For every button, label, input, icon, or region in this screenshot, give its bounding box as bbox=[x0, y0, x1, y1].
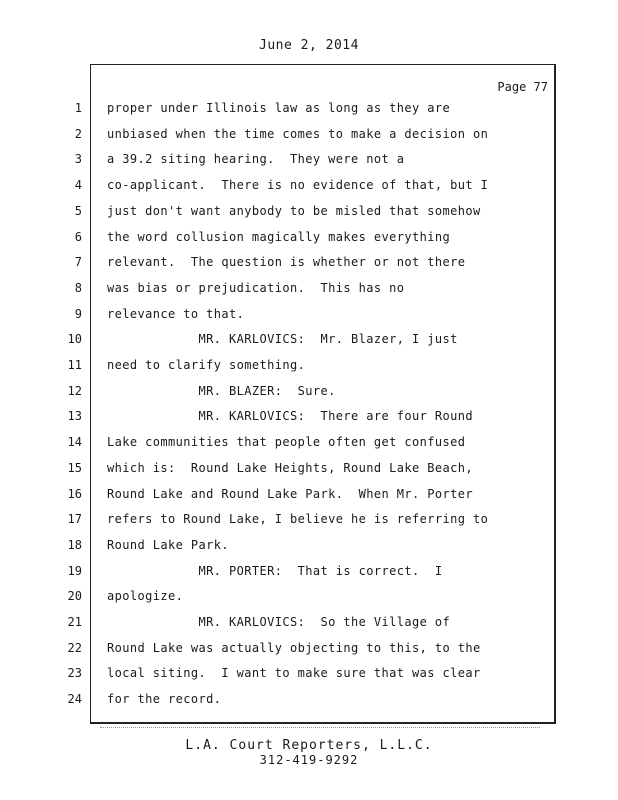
footer-company: L.A. Court Reporters, L.L.C. bbox=[185, 738, 433, 753]
line-number: 21 bbox=[67, 615, 82, 629]
line-text: which is: Round Lake Heights, Round Lake Beach, bbox=[107, 460, 473, 475]
line-text: relevance to that. bbox=[107, 306, 245, 321]
line-number: 5 bbox=[74, 203, 82, 218]
line-text: unbiased when the time comes to make a decision on bbox=[107, 126, 489, 141]
line-number: 1 bbox=[74, 101, 82, 115]
line-number: 14 bbox=[67, 435, 82, 450]
line-number: 22 bbox=[67, 640, 82, 655]
line-text: Lake communities that people often get confused bbox=[107, 435, 466, 450]
line-text: the word collusion magically makes everything bbox=[107, 229, 451, 244]
line-number: 24 bbox=[67, 692, 82, 707]
line-text: relevant. The question is whether or not there bbox=[107, 255, 466, 270]
line-number: 10 bbox=[67, 332, 82, 347]
line-number: 23 bbox=[67, 666, 82, 681]
line-number: 2 bbox=[74, 126, 82, 141]
line-number: 16 bbox=[67, 486, 82, 501]
line-number: 11 bbox=[67, 358, 82, 372]
scan-artifact-line bbox=[100, 727, 540, 728]
line-number: 18 bbox=[67, 537, 82, 552]
line-number: 8 bbox=[74, 280, 82, 295]
line-text: was bias or prejudication. This has no bbox=[107, 280, 405, 295]
line-number: 6 bbox=[74, 229, 82, 244]
line-text: need to clarify something. bbox=[107, 358, 306, 372]
line-number: 4 bbox=[74, 178, 82, 193]
line-number: 7 bbox=[74, 255, 82, 270]
line-text: co-applicant. There is no evidence of that, but I bbox=[107, 178, 489, 193]
line-number: 3 bbox=[74, 152, 82, 167]
line-text: MR. KARLOVICS: There are four Round bbox=[107, 409, 473, 424]
line-text: proper under Illinois law as long as they are bbox=[107, 101, 451, 115]
line-text: just don't want anybody to be misled that somehow bbox=[107, 203, 481, 218]
line-text: apologize. bbox=[107, 589, 184, 604]
footer-phone: 312-419-9292 bbox=[259, 753, 359, 767]
line-number: 17 bbox=[67, 512, 82, 527]
line-text: MR. KARLOVICS: So the Village of bbox=[107, 615, 451, 629]
line-number: 15 bbox=[67, 460, 82, 475]
page-number: Page 77 bbox=[497, 80, 548, 94]
line-text: local siting. I want to make sure that was clear bbox=[107, 666, 481, 681]
line-text: Round Lake was actually objecting to this, to the bbox=[107, 640, 481, 655]
line-text: MR. BLAZER: Sure. bbox=[107, 383, 336, 398]
line-number: 12 bbox=[67, 383, 82, 398]
line-number: 19 bbox=[67, 563, 82, 578]
line-text: MR. PORTER: That is correct. I bbox=[107, 563, 443, 578]
line-text: Round Lake and Round Lake Park. When Mr. Porter bbox=[107, 486, 473, 501]
line-text: Round Lake Park. bbox=[107, 537, 229, 552]
line-text: for the record. bbox=[107, 692, 222, 707]
line-number: 20 bbox=[67, 589, 82, 604]
line-number: 9 bbox=[74, 306, 82, 321]
line-text: a 39.2 siting hearing. They were not a bbox=[107, 152, 405, 167]
line-number: 13 bbox=[67, 409, 82, 424]
line-text: MR. KARLOVICS: Mr. Blazer, I just bbox=[107, 332, 458, 347]
header-date: June 2, 2014 bbox=[259, 38, 359, 53]
line-text: refers to Round Lake, I believe he is referring to bbox=[107, 512, 489, 527]
